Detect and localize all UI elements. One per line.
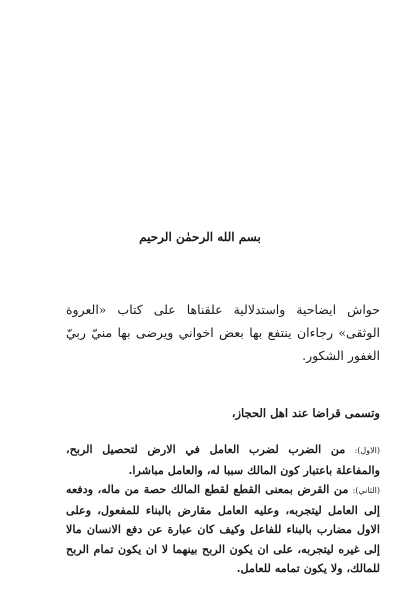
note-second: [66, 480, 380, 579]
note-text: من الضرب لضرب العامل في الارض لتحصيل الربح، والمفاعلة باعتبار كون المالك سببا له، والعامل مباشرا.: [66, 442, 380, 477]
note-label: (الاول):: [354, 446, 380, 455]
basmala: بسم الله الرحمٰن الرحيم: [139, 230, 261, 244]
note-label: (الثاني):: [352, 486, 380, 495]
note-first: [66, 440, 380, 480]
intro-paragraph: حواش ايضاحية واستدلالية علقناها على كتاب «العروة الوثقى» رجاءان ينتفع بها بعض اخواني ويرضى بها منيّ ربيّ الغفور الشكور.: [66, 302, 380, 363]
section-heading: وتسمى قراضا عند اهل الحجاز،: [231, 406, 380, 420]
notes-block: [66, 440, 380, 579]
note-text: من القرض بمعنى القطع لقطع المالك حصة من ماله، ودفعه إلى العامل ليتجربه، وعليه العامل مقارض بالبناء للمفعول، وعلى الاول مضارب بالبناء للفاعل وكيف كان عبارة عن دفع الانسان مالا إلى غيره ليتجربه، على ان يكون الربح بينهما لا ان يكون تمام الربح للمالك، ولا يكون تمامه للعامل.: [66, 482, 380, 575]
